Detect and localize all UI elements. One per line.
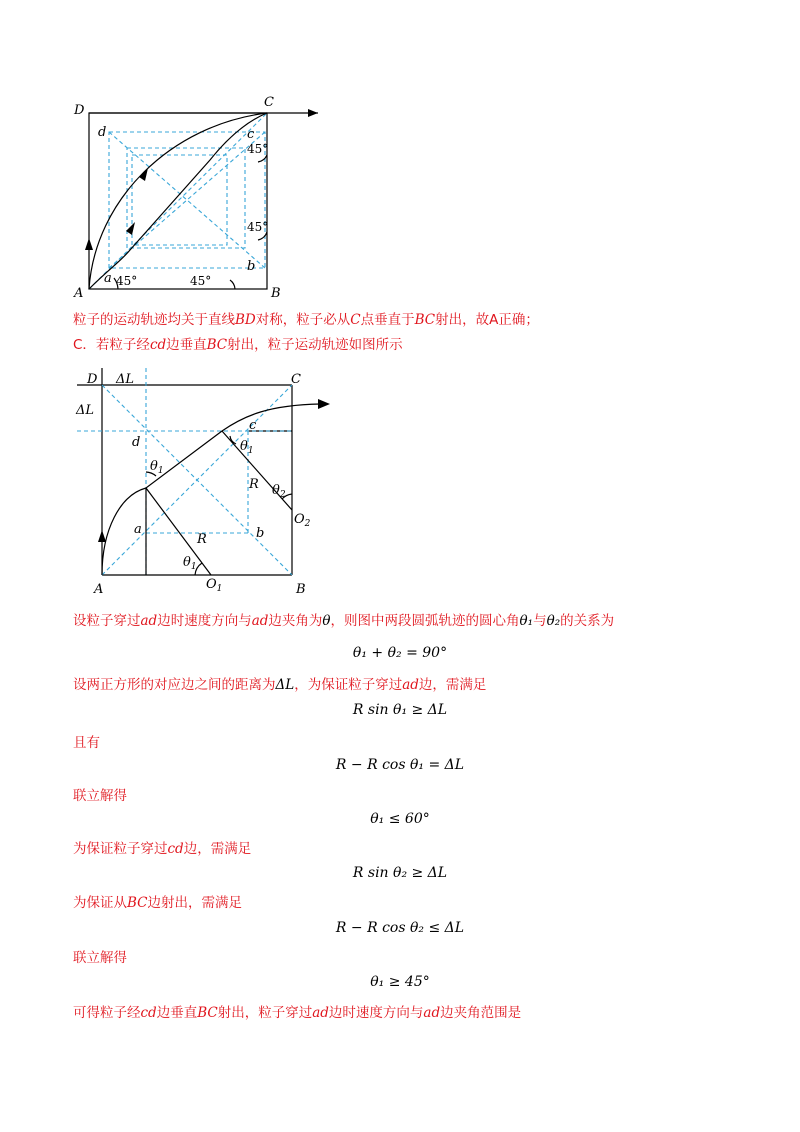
label-b: b [256,526,265,541]
equation-1: θ₁ + θ₂ = 90° [352,645,448,661]
equation-5: R sin θ₂ ≥ ΔL [352,865,448,881]
label-a: a [104,271,112,286]
label-theta-c: $\theta_1$ [240,439,254,456]
label-A: A [74,286,84,300]
text-line-10: 可得粒子经cd边垂直BC射出，粒子穿过ad边时速度方向与ad边夹角范围是 [73,1005,522,1021]
text-line-2: C．若粒子经cd边垂直BC射出，粒子运动轨迹如图所示 [73,337,403,353]
figure-1 [0,0,800,300]
equation-6: R − R cos θ₂ ≤ ΔL [335,920,465,936]
dashed-diagonal-3 [89,113,267,289]
arrow-head [308,109,318,117]
label-a: a [134,522,142,537]
theta2-arc-top [230,436,236,444]
label-O1: $O_1$ [206,577,223,594]
angle-arc-2 [230,280,235,289]
label-O2: $O_2$ [294,512,311,529]
equation-2: R sin θ₁ ≥ ΔL [352,702,448,718]
text-line-8: 为保证从BC边射出，需满足 [73,895,243,911]
angle-label-2: 45° [190,274,212,288]
angle-label-3: 45° [247,142,269,156]
label-d: d [98,125,107,140]
label-d: d [132,435,141,450]
text-line-9: 联立解得 [73,950,127,966]
figure-2 [0,360,800,600]
equation-4: θ₁ ≤ 60° [370,811,430,827]
arrow-up [85,238,93,250]
label-c: c [249,418,257,433]
label-C: C [264,95,274,110]
label-D: D [74,103,85,118]
label-A: A [94,582,104,597]
text-line-6: 联立解得 [73,788,127,804]
label-c: c [247,127,255,142]
trajectory [102,404,320,575]
equation-3: R − R cos θ₁ = ΔL [335,757,465,773]
label-theta2: $\theta_2$ [272,483,286,500]
text-line-4: 设两正方形的对应边之间的距离为ΔL，为保证粒子穿过ad边，需满足 [73,677,487,693]
label-theta1-top: $\theta_1$ [150,459,164,476]
text-line-1: 粒子的运动轨迹均关于直线BD对称，粒子必从C点垂直于BC射出，故A正确； [73,312,539,328]
text-line-3: 设粒子穿过ad边时速度方向与ad边夹角为θ，则图中两段圆弧轨迹的圆心角θ₁与θ₂的关系为 [73,613,615,629]
text-line-7: 为保证粒子穿过cd边，需满足 [73,841,252,857]
label-R-2: R [249,477,259,492]
arrow-right [318,399,330,409]
label-R-1: R [197,532,207,547]
angle-label-1: 45° [116,274,138,288]
text-line-5: 且有 [73,735,100,751]
equation-7: θ₁ ≥ 45° [370,974,430,990]
label-deltaL-top: ΔL [116,372,135,387]
label-b: b [247,259,256,274]
angle-label-4: 45° [247,220,269,234]
arrow-up [98,530,106,542]
angle-arc-3 [258,155,267,162]
label-B: B [271,286,281,300]
label-C: C [291,372,301,387]
label-deltaL-left: ΔL [76,403,95,418]
label-D: D [87,372,98,387]
label-theta1-bottom: $\theta_1$ [183,555,197,572]
label-B: B [296,582,306,597]
arrow-traj-1 [139,168,148,181]
